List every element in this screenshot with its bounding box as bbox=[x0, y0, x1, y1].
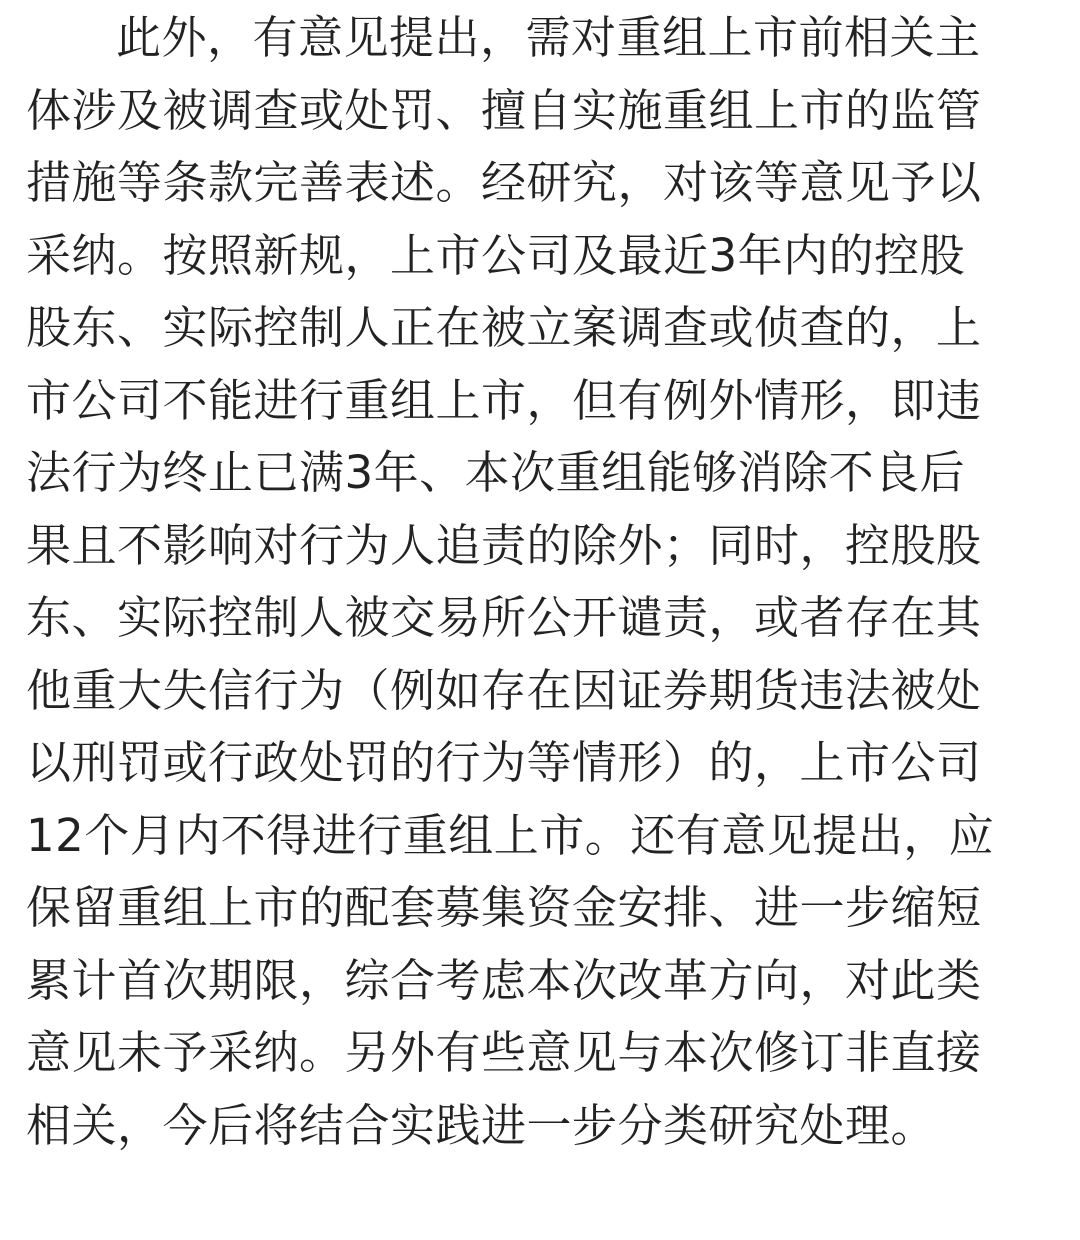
paragraph-line: 以刑罚或行政处罚的行为等情形）的，上市公司 bbox=[26, 736, 982, 789]
paragraph-line: 果且不影响对行为人追责的除外；同时，控股股 bbox=[26, 518, 982, 572]
paragraph-line: 保留重组上市的配套募集资金安排、进一步缩短 bbox=[26, 881, 982, 934]
paragraph-line: 意见未予采纳。另外有些意见与本次修订非直接 bbox=[26, 1026, 982, 1079]
paragraph-line: 他重大失信行为（例如存在因证券期货违法被处 bbox=[26, 663, 982, 717]
article-body bbox=[26, 2, 1066, 1240]
paragraph-spacer bbox=[26, 1162, 1066, 1240]
paragraph-line: 12个月内不得进行重组上市。还有意见提出，应 bbox=[26, 808, 995, 862]
paragraph-line: 采纳。按照新规，上市公司及最近3年内的控股 bbox=[26, 228, 966, 282]
paragraph-line: 法行为终止已满3年、本次重组能够消除不良后 bbox=[26, 446, 966, 499]
paragraph-line: 体涉及被调查或处罚、擅自实施重组上市的监管 bbox=[26, 83, 982, 137]
paragraph-line: 股东、实际控制人正在被立案调查或侦查的，上 bbox=[26, 301, 982, 354]
paragraph-line: 累计首次期限，综合考虑本次改革方向，对此类 bbox=[26, 953, 982, 1007]
paragraph-line: 东、实际控制人被交易所公开谴责，或者存在其 bbox=[26, 591, 982, 644]
paragraph-line: 此外，有意见提出，需对重组上市前相关主 bbox=[116, 11, 981, 64]
paragraph-line: 措施等条款完善表述。经研究，对该等意见予以 bbox=[26, 156, 982, 209]
paragraph-line: 市公司不能进行重组上市，但有例外情形，即违 bbox=[26, 373, 982, 427]
paragraph-line: 相关，今后将结合实践进一步分类研究处理。 bbox=[26, 1098, 937, 1152]
